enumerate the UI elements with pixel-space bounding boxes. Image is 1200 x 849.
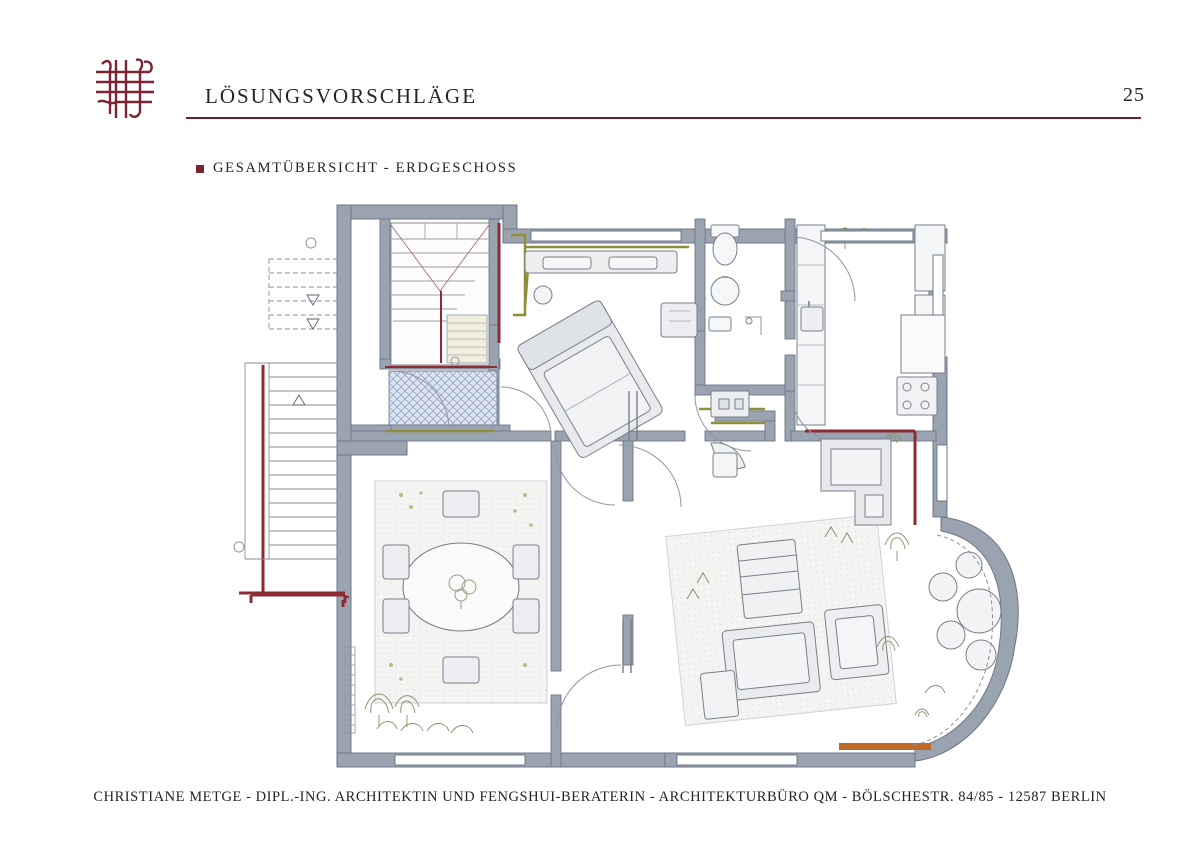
square-bullet-icon xyxy=(196,165,204,173)
dining-area xyxy=(375,481,547,703)
entry-tiles xyxy=(389,371,497,425)
page-number: 25 xyxy=(1123,84,1145,106)
section-label: GESAMTÜBERSICHT - ERDGESCHOSS xyxy=(213,160,518,176)
exterior-stair-dashed xyxy=(269,259,337,329)
page-title: LÖSUNGSVORSCHLÄGE xyxy=(205,84,478,108)
sofa xyxy=(821,439,891,525)
footer-text: CHRISTIANE METGE - DIPL.-ING. ARCHITEKTIN UND FENGSHUI-BERATERIN - ARCHITEKTURBÜRO QM - BÖLSCHESTR. 84/85 - 12587 BERLIN xyxy=(93,789,1107,805)
living-area xyxy=(666,514,897,725)
grid-hatch-logo-icon xyxy=(88,48,164,124)
section-heading xyxy=(196,160,517,177)
staircase xyxy=(391,223,489,365)
bed-furniture xyxy=(516,251,677,460)
floor-plan-drawing xyxy=(225,195,1065,770)
plant-decoration xyxy=(915,709,929,717)
nightstand xyxy=(661,303,697,337)
header-divider xyxy=(186,117,1141,119)
kitchen-units xyxy=(797,225,945,425)
plant-decoration xyxy=(837,228,901,443)
